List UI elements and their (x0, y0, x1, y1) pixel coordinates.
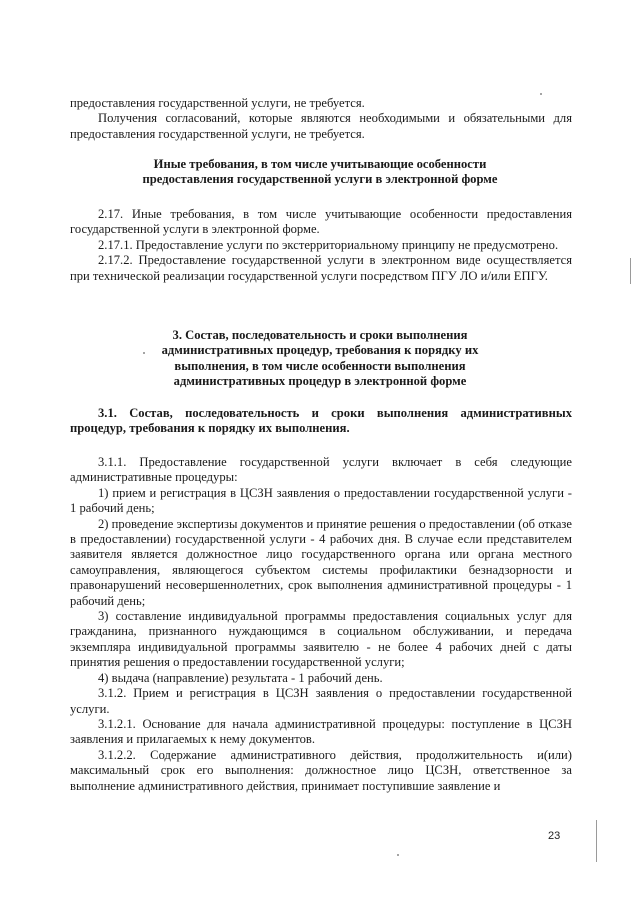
intro-section (70, 96, 572, 142)
page-number: 23 (548, 830, 561, 842)
section-2-17 (70, 207, 572, 284)
scan-edge-mark-top (630, 258, 631, 284)
paragraph-2-17: 2.17. Иные требования, в том числе учитывающие особенности предоставления государственной услуги в электронной форме. (70, 207, 572, 237)
scan-edge-mark-bottom (596, 820, 597, 862)
intro-paragraph-2: Получения согласований, которые являются необходимыми и обязательными для предоставления государственной услуги, не требуется. (70, 111, 572, 141)
paragraph-3-1-2-1: 3.1.2.1. Основание для начала административной процедуры: поступление в ЦСЗН заявления и прилагаемых к нему документов. (70, 716, 572, 747)
scan-speck (540, 93, 542, 95)
list-item-1: 1) прием и регистрация в ЦСЗН заявления о предоставлении государственной услуги - 1 рабочий день; (70, 485, 572, 516)
paragraph-3-1-2: 3.1.2. Прием и регистрация в ЦСЗН заявления о предоставлении государственной услуги. (70, 686, 572, 716)
scan-speck (143, 352, 145, 354)
intro-paragraph-1: предоставления государственной услуги, не требуется. (70, 96, 365, 110)
paragraph-3-1-2-2: 3.1.2.2. Содержание административного действия, продолжительность и(или) максимальный срок его выполнения: должностное лицо ЦСЗН, ответственное за выполнение административного действия, принимает поступившие заявление и (70, 747, 572, 793)
heading-other-requirements: Иные требования, в том числе учитывающие особенности предоставления государственной услуги в электронной форме (142, 157, 498, 187)
heading-3-1-text: 3.1. Состав, последовательность и сроки выполнения административных процедур, требования к порядку их выполнения. (70, 406, 572, 436)
list-item-3: 3) составление индивидуальной программы предоставления социальных услуг для гражданина, признанного нуждающимся в социальном обслуживании, и передача экземпляра индивидуальной программы заявителю - не более 4 рабочих дней с даты принятия решения о предоставлении государственной услуги; (70, 609, 572, 670)
paragraph-2-17-2: 2.17.2. Предоставление государственной услуги в электронном виде осуществляется при технической реализации государственной услуги посредством ПГУ ЛО и/или ЕПГУ. (70, 253, 572, 283)
heading-section-3: 3. Состав, последовательность и сроки выполнения административных процедур, требования к порядку их выполнения, в том числе особенности выполнения административных процедур в электронной форме (161, 328, 479, 389)
list-item-2: 2) проведение экспертизы документов и принятие решения о предоставлении (об отказе в предоставлении) государственной услуги - 4 рабочих дня. В случае если представителем заявителя является должностное лицо государственного органа или органа местного самоуправления, являющегося субъектом системы профилактики безнадзорности и правонарушений несовершеннолетних, срок выполнения административной процедуры - 1 рабочий день; (70, 516, 572, 608)
section-3-1-1 (70, 455, 572, 794)
paragraph-3-1-1: 3.1.1. Предоставление государственной услуги включает в себя следующие административные процедуры: (70, 455, 572, 485)
paragraph-2-17-1: 2.17.1. Предоставление услуги по экстерриториальному принципу не предусмотрено. (98, 237, 559, 252)
heading-3-1 (70, 406, 572, 437)
scan-speck (397, 854, 399, 856)
list-item-4: 4) выдача (направление) результата - 1 рабочий день. (98, 670, 383, 685)
